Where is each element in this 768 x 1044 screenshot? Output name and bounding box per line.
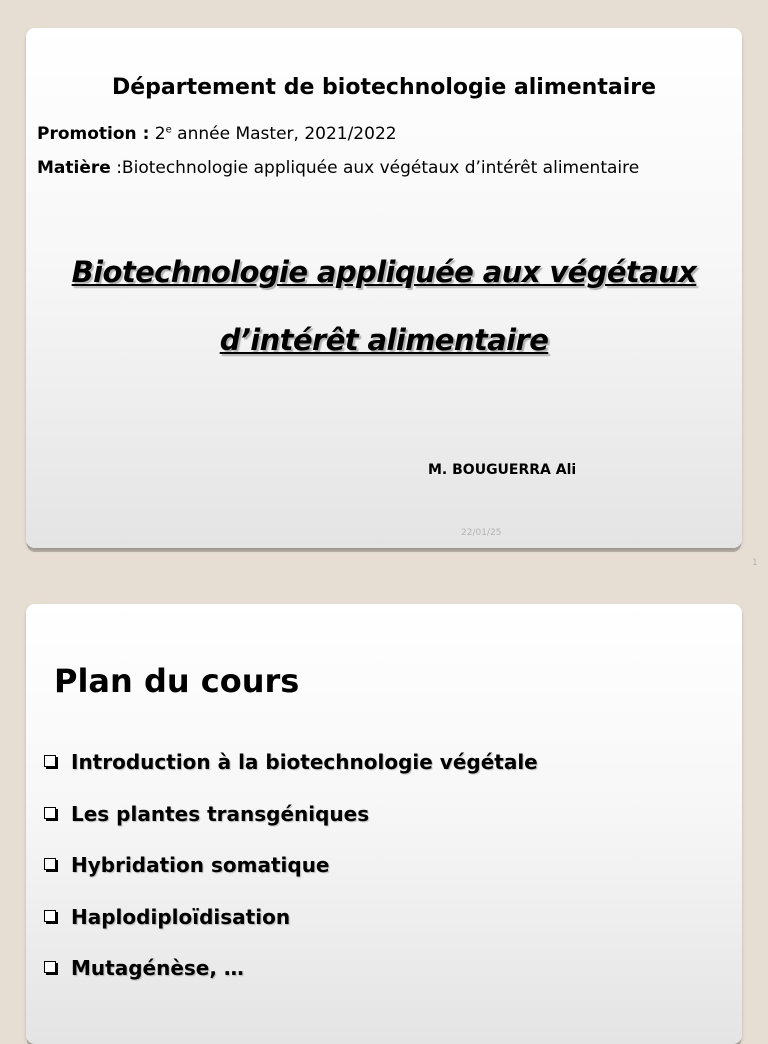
promotion-label: Promotion : [37, 124, 150, 144]
course-title [26, 238, 742, 374]
list-item-label: Les plantes transgéniques [71, 801, 370, 826]
list-item [44, 956, 538, 1008]
checkbox-bullet-icon [44, 755, 56, 767]
list-item [44, 750, 538, 802]
list-item-label: Introduction à la biotechnologie végétale [71, 750, 538, 774]
list-item-label: Hybridation somatique [71, 853, 330, 877]
plan-list [44, 750, 538, 1008]
promotion-line [37, 124, 397, 144]
matiere-value: :Biotechnologie appliquée aux végétaux d’intérêt alimentaire [110, 158, 640, 178]
checkbox-bullet-icon [44, 858, 56, 870]
slide-1 [26, 28, 742, 548]
plan-title: Plan du cours [54, 662, 300, 700]
list-item [44, 802, 538, 854]
matiere-label: Matière [37, 158, 111, 178]
page-number: 1 [752, 558, 758, 568]
course-title-line-1: Biotechnologie appliquée aux végétaux [71, 255, 697, 289]
checkbox-bullet-icon [44, 961, 56, 973]
list-item [44, 905, 538, 957]
slide-date: 22/01/25 [461, 528, 502, 538]
checkbox-bullet-icon [44, 910, 56, 922]
list-item [44, 853, 538, 905]
department-heading: Département de biotechnologie alimentaire [111, 75, 657, 100]
promotion-superscript: e [165, 124, 172, 136]
checkbox-bullet-icon [44, 807, 56, 819]
promotion-value-suffix: année Master, 2021/2022 [171, 124, 397, 144]
list-item-label: Haplodiploïdisation [71, 904, 291, 929]
slide-2 [26, 604, 742, 1044]
promotion-value-prefix: 2 [154, 124, 166, 144]
matiere-line [37, 158, 639, 178]
list-item-label: Mutagénèse, … [71, 956, 244, 980]
author-name: M. BOUGUERRA Ali [428, 462, 577, 478]
course-title-line-2: d’intérêt alimentaire [219, 323, 549, 357]
